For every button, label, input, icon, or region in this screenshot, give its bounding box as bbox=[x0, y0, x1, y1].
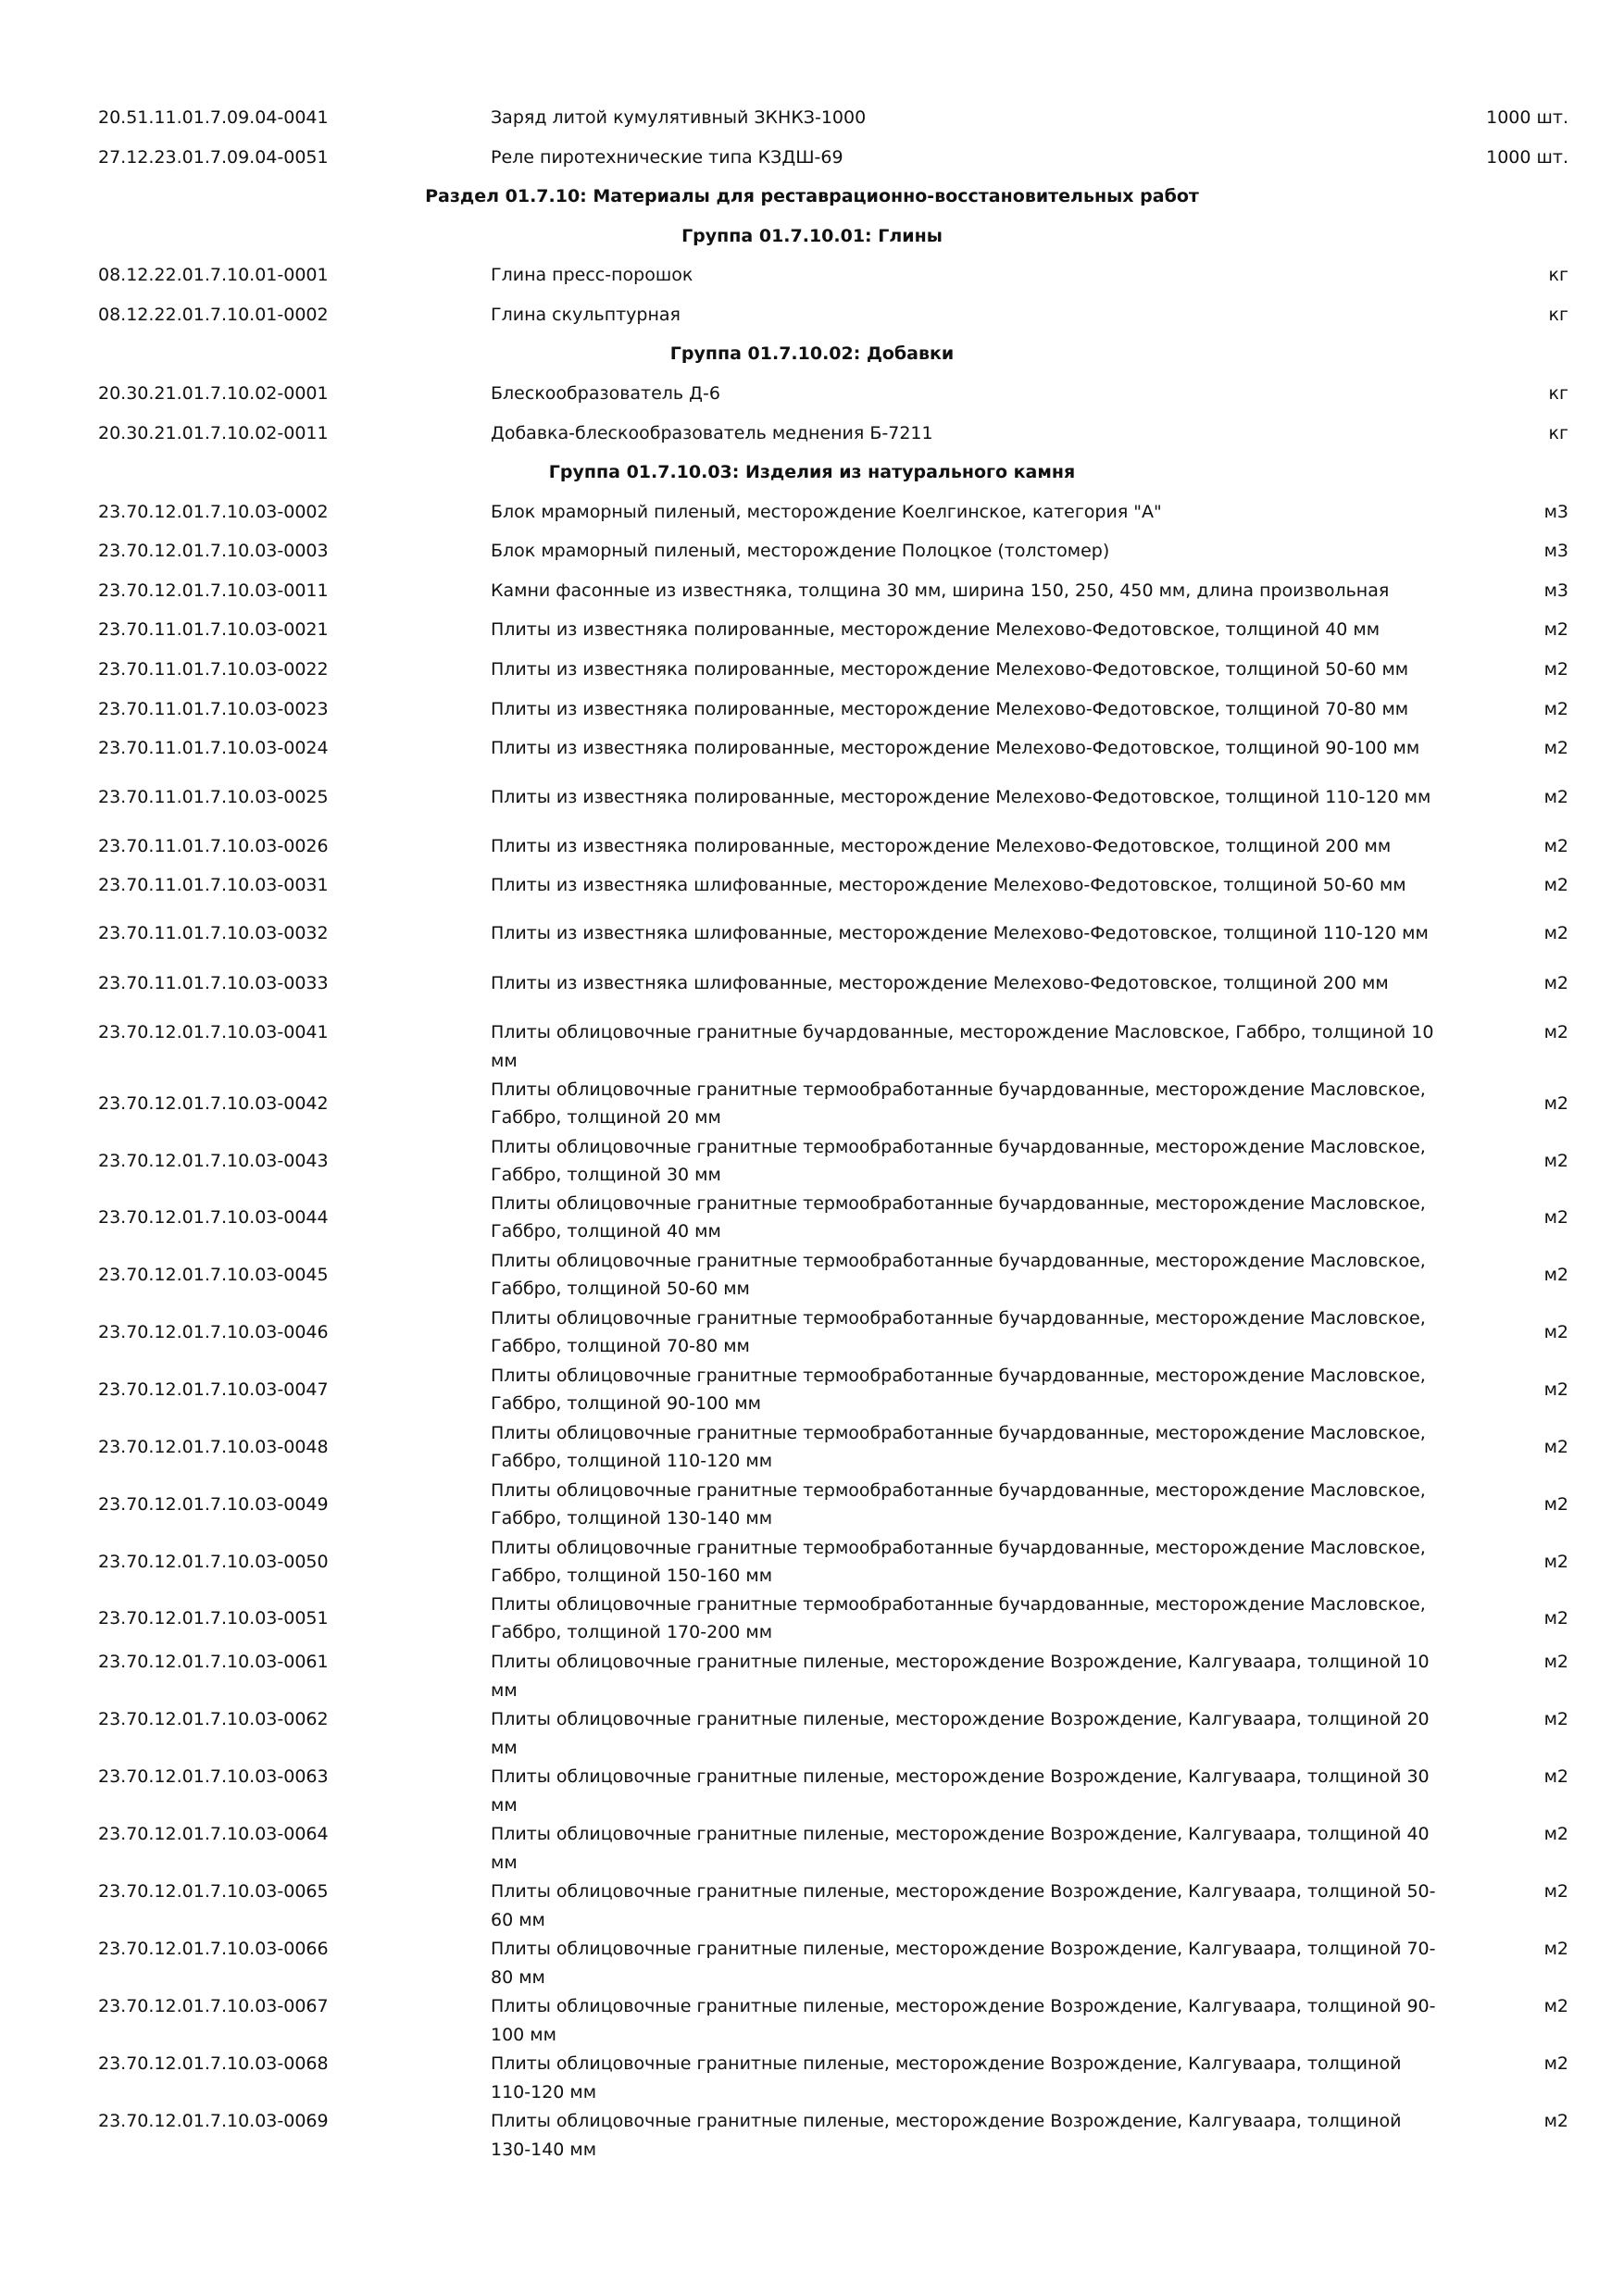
item-code: 23.70.12.01.7.10.03-0061 bbox=[98, 1652, 329, 1672]
item-name: Плиты из известняка полированные, месторождение Мелехово-Федотовское, толщиной 90-100 мм bbox=[491, 738, 1420, 758]
item-code: 23.70.12.01.7.10.03-0043 bbox=[98, 1151, 329, 1171]
item-unit: м2 bbox=[1543, 1207, 1568, 1228]
item-code: 23.70.12.01.7.10.03-0064 bbox=[98, 1824, 329, 1844]
item-unit: м3 bbox=[1543, 580, 1568, 601]
item-unit: 1000 шт. bbox=[1486, 147, 1568, 168]
item-name: Плиты облицовочные гранитные термообработанные бучардованные, месторождение Масловское, Габбро, толщиной 90-100 мм bbox=[491, 1366, 1426, 1414]
item-unit: м3 bbox=[1543, 502, 1568, 522]
item-unit: м2 bbox=[1543, 1881, 1568, 1902]
item-code: 23.70.12.01.7.10.03-0065 bbox=[98, 1881, 329, 1902]
item-name: Плиты из известняка шлифованные, месторождение Мелехово-Федотовское, толщиной 50-60 мм bbox=[491, 875, 1406, 895]
item-name: Блок мраморный пиленый, месторождение Коелгинское, категория "А" bbox=[491, 502, 1162, 522]
item-name: Добавка-блескообразователь меднения Б-7211 bbox=[491, 423, 933, 443]
item-code: 23.70.12.01.7.10.03-0041 bbox=[98, 1022, 329, 1042]
item-name: Плиты облицовочные гранитные пиленые, месторождение Возрождение, Калгуваара, толщиной 10 мм bbox=[491, 1652, 1430, 1701]
item-name: Плиты облицовочные гранитные пиленые, месторождение Возрождение, Калгуваара, толщиной 30 мм bbox=[491, 1766, 1430, 1816]
item-name: Плиты облицовочные гранитные термообработанные бучардованные, месторождение Масловское, Габбро, толщиной 30 мм bbox=[491, 1137, 1426, 1185]
item-name: Плиты облицовочные гранитные пиленые, месторождение Возрождение, Калгуваара, толщиной 50-60 мм bbox=[491, 1881, 1436, 1930]
item-name: Плиты облицовочные гранитные пиленые, месторождение Возрождение, Калгуваара, толщиной 110-120 мм bbox=[491, 2053, 1402, 2103]
item-name: Плиты облицовочные гранитные термообработанные бучардованные, месторождение Масловское, Габбро, толщиной 20 мм bbox=[491, 1079, 1426, 1128]
item-code: 23.70.12.01.7.10.03-0051 bbox=[98, 1608, 329, 1628]
item-unit: м2 bbox=[1543, 1265, 1568, 1285]
item-unit: м2 bbox=[1543, 738, 1568, 758]
item-unit: м2 bbox=[1543, 1608, 1568, 1628]
item-unit: м2 bbox=[1543, 1652, 1568, 1672]
item-unit: м2 bbox=[1543, 1709, 1568, 1729]
item-code: 23.70.12.01.7.10.03-0050 bbox=[98, 1552, 329, 1572]
item-name: Плиты облицовочные гранитные пиленые, месторождение Возрождение, Калгуваара, толщиной 20 мм bbox=[491, 1709, 1430, 1758]
section-heading: Раздел 01.7.10: Материалы для реставрационно-восстановительных работ bbox=[425, 186, 1199, 206]
item-name: Плиты облицовочные гранитные пиленые, месторождение Возрождение, Калгуваара, толщиной 70-80 мм bbox=[491, 1939, 1436, 1988]
item-code: 08.12.22.01.7.10.01-0002 bbox=[98, 305, 329, 325]
item-unit: м2 bbox=[1543, 1379, 1568, 1400]
item-code: 23.70.11.01.7.10.03-0024 bbox=[98, 738, 329, 758]
item-name: Блескообразователь Д-6 bbox=[491, 383, 720, 404]
item-name: Глина скульптурная bbox=[491, 305, 681, 325]
item-unit: кг bbox=[1548, 265, 1568, 285]
item-code: 23.70.11.01.7.10.03-0025 bbox=[98, 787, 329, 807]
item-code: 23.70.12.01.7.10.03-0049 bbox=[98, 1494, 329, 1515]
section-heading: Группа 01.7.10.02: Добавки bbox=[669, 343, 955, 364]
item-name: Плиты облицовочные гранитные термообработанные бучардованные, месторождение Масловское, Габбро, толщиной 150-160 мм bbox=[491, 1538, 1426, 1586]
item-name: Реле пиротехнические типа КЗДШ-69 bbox=[491, 147, 843, 168]
item-unit: м2 bbox=[1543, 1022, 1568, 1042]
item-code: 23.70.11.01.7.10.03-0022 bbox=[98, 659, 329, 680]
item-code: 23.70.12.01.7.10.03-0045 bbox=[98, 1265, 329, 1285]
item-code: 08.12.22.01.7.10.01-0001 bbox=[98, 265, 329, 285]
item-unit: м2 bbox=[1543, 1766, 1568, 1787]
item-name: Плиты из известняка полированные, месторождение Мелехово-Федотовское, толщиной 110-120 мм bbox=[491, 787, 1431, 807]
item-code: 23.70.12.01.7.10.03-0002 bbox=[98, 502, 329, 522]
item-unit: м2 bbox=[1543, 659, 1568, 680]
section-heading: Группа 01.7.10.01: Глины bbox=[681, 226, 943, 246]
item-code: 23.70.12.01.7.10.03-0066 bbox=[98, 1939, 329, 1959]
item-unit: м2 bbox=[1543, 973, 1568, 993]
item-unit: м2 bbox=[1543, 1824, 1568, 1844]
item-name: Плиты из известняка полированные, месторождение Мелехово-Федотовское, толщиной 200 мм bbox=[491, 836, 1392, 856]
item-code: 23.70.12.01.7.10.03-0047 bbox=[98, 1379, 329, 1400]
item-unit: м2 bbox=[1543, 1322, 1568, 1342]
item-unit: м2 bbox=[1543, 2111, 1568, 2131]
item-code: 23.70.11.01.7.10.03-0026 bbox=[98, 836, 329, 856]
item-name: Плиты из известняка полированные, месторождение Мелехово-Федотовское, толщиной 70-80 мм bbox=[491, 699, 1409, 719]
item-code: 23.70.11.01.7.10.03-0021 bbox=[98, 619, 329, 640]
item-name: Плиты облицовочные гранитные термообработанные бучардованные, месторождение Масловское, Габбро, толщиной 50-60 мм bbox=[491, 1251, 1426, 1299]
item-code: 23.70.12.01.7.10.03-0063 bbox=[98, 1766, 329, 1787]
item-code: 23.70.12.01.7.10.03-0046 bbox=[98, 1322, 329, 1342]
item-code: 23.70.11.01.7.10.03-0023 bbox=[98, 699, 329, 719]
item-name: Плиты облицовочные гранитные пиленые, месторождение Возрождение, Калгуваара, толщиной 40 мм bbox=[491, 1824, 1430, 1873]
item-name: Плиты из известняка полированные, месторождение Мелехово-Федотовское, толщиной 50-60 мм bbox=[491, 659, 1409, 680]
item-unit: м2 bbox=[1543, 2053, 1568, 2074]
item-name: Плиты из известняка шлифованные, месторождение Мелехово-Федотовское, толщиной 110-120 мм bbox=[491, 923, 1429, 943]
item-unit: м2 bbox=[1543, 1552, 1568, 1572]
item-unit: м2 bbox=[1543, 1494, 1568, 1515]
item-unit: м2 bbox=[1543, 1939, 1568, 1959]
item-code: 20.30.21.01.7.10.02-0011 bbox=[98, 423, 329, 443]
item-name: Плиты облицовочные гранитные термообработанные бучардованные, месторождение Масловское, Габбро, толщиной 40 мм bbox=[491, 1193, 1426, 1242]
item-code: 23.70.12.01.7.10.03-0011 bbox=[98, 580, 329, 601]
item-code: 23.70.12.01.7.10.03-0068 bbox=[98, 2053, 329, 2074]
item-code: 23.70.11.01.7.10.03-0031 bbox=[98, 875, 329, 895]
item-unit: м2 bbox=[1543, 699, 1568, 719]
item-code: 20.30.21.01.7.10.02-0001 bbox=[98, 383, 329, 404]
item-code: 23.70.12.01.7.10.03-0044 bbox=[98, 1207, 329, 1228]
item-name: Плиты из известняка полированные, месторождение Мелехово-Федотовское, толщиной 40 мм bbox=[491, 619, 1380, 640]
item-name: Заряд литой кумулятивный ЗКНКЗ-1000 bbox=[491, 107, 867, 128]
item-unit: м2 bbox=[1543, 875, 1568, 895]
item-code: 27.12.23.01.7.09.04-0051 bbox=[98, 147, 329, 168]
item-unit: кг bbox=[1548, 423, 1568, 443]
item-code: 23.70.12.01.7.10.03-0062 bbox=[98, 1709, 329, 1729]
item-unit: м2 bbox=[1543, 836, 1568, 856]
item-unit: м2 bbox=[1543, 923, 1568, 943]
item-code: 23.70.12.01.7.10.03-0069 bbox=[98, 2111, 329, 2131]
item-code: 23.70.12.01.7.10.03-0042 bbox=[98, 1093, 329, 1114]
item-name: Плиты облицовочные гранитные термообработанные бучардованные, месторождение Масловское, Габбро, толщиной 170-200 мм bbox=[491, 1594, 1426, 1642]
section-heading: Группа 01.7.10.03: Изделия из натурального камня bbox=[548, 462, 1076, 482]
item-code: 23.70.11.01.7.10.03-0032 bbox=[98, 923, 329, 943]
item-name: Плиты облицовочные гранитные пиленые, месторождение Возрождение, Калгуваара, толщиной 90-100 мм bbox=[491, 1996, 1436, 2045]
item-name: Плиты облицовочные гранитные термообработанные бучардованные, месторождение Масловское, Габбро, толщиной 70-80 мм bbox=[491, 1308, 1426, 1356]
item-code: 23.70.11.01.7.10.03-0033 bbox=[98, 973, 329, 993]
item-name: Плиты облицовочные гранитные бучардованные, месторождение Масловское, Габбро, толщиной 10 мм bbox=[491, 1022, 1434, 1071]
item-unit: 1000 шт. bbox=[1486, 107, 1568, 128]
item-code: 23.70.12.01.7.10.03-0048 bbox=[98, 1437, 329, 1457]
item-unit: м2 bbox=[1543, 1151, 1568, 1171]
item-code: 23.70.12.01.7.10.03-0067 bbox=[98, 1996, 329, 2016]
item-unit: м2 bbox=[1543, 619, 1568, 640]
item-unit: кг bbox=[1548, 383, 1568, 404]
item-unit: м2 bbox=[1543, 787, 1568, 807]
item-unit: м2 bbox=[1543, 1093, 1568, 1114]
item-unit: м3 bbox=[1543, 541, 1568, 561]
item-name: Плиты облицовочные гранитные пиленые, месторождение Возрождение, Калгуваара, толщиной 130-140 мм bbox=[491, 2111, 1402, 2160]
item-name: Глина пресс-порошок bbox=[491, 265, 693, 285]
item-unit: м2 bbox=[1543, 1437, 1568, 1457]
item-name: Камни фасонные из известняка, толщина 30 мм, ширина 150, 250, 450 мм, длина произвольная bbox=[491, 580, 1390, 601]
item-name: Плиты из известняка шлифованные, месторождение Мелехово-Федотовское, толщиной 200 мм bbox=[491, 973, 1389, 993]
item-name: Блок мраморный пиленый, месторождение Полоцкое (толстомер) bbox=[491, 541, 1110, 561]
item-unit: м2 bbox=[1543, 1996, 1568, 2016]
item-code: 23.70.12.01.7.10.03-0003 bbox=[98, 541, 329, 561]
item-code: 20.51.11.01.7.09.04-0041 bbox=[98, 107, 329, 128]
item-unit: кг bbox=[1548, 305, 1568, 325]
item-name: Плиты облицовочные гранитные термообработанные бучардованные, месторождение Масловское, Габбро, толщиной 110-120 мм bbox=[491, 1423, 1426, 1471]
item-name: Плиты облицовочные гранитные термообработанные бучардованные, месторождение Масловское, Габбро, толщиной 130-140 мм bbox=[491, 1480, 1426, 1529]
